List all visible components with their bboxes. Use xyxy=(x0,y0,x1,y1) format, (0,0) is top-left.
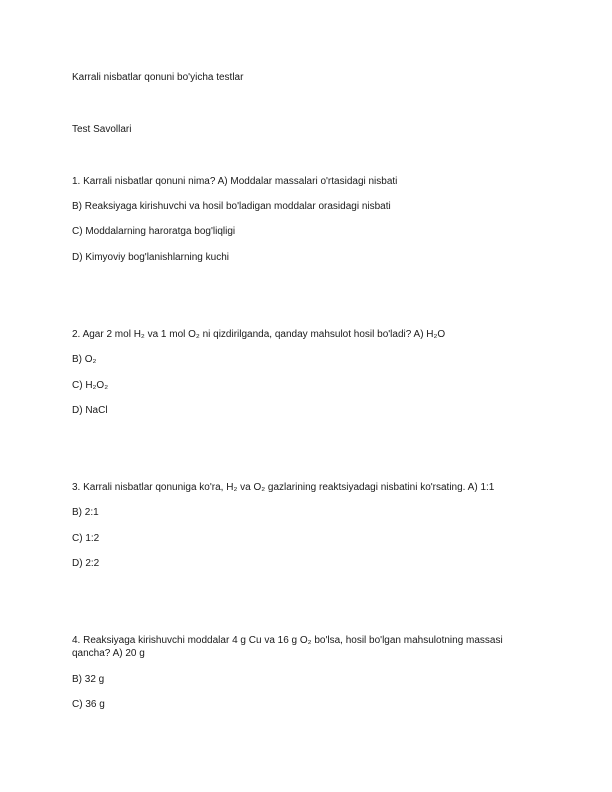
question-1-option-d: D) Kimyoviy bog'lanishlarning kuchi xyxy=(72,252,229,263)
question-1-option-c: C) Moddalarning haroratga bog'liqligi xyxy=(72,226,236,237)
question-3-text: 3. Karrali nisbatlar qonuniga ko'ra, H₂ va O₂ gazlarining reaktsiyadagi nisbatini ko'rsating. A) 1:1 xyxy=(72,482,495,493)
question-2-option-d: D) NaCl xyxy=(72,405,108,416)
question-4-option-b: B) 32 g xyxy=(72,674,105,685)
question-3-option-d: D) 2:2 xyxy=(72,558,100,569)
question-2-text: 2. Agar 2 mol H₂ va 1 mol O₂ ni qizdirilganda, qanday mahsulot hosil bo'ladi? A) H₂O xyxy=(72,329,446,340)
question-2-option-b: B) O₂ xyxy=(72,354,97,365)
question-1-text: 1. Karrali nisbatlar qonuni nima? A) Moddalar massalari o'rtasidagi nisbati xyxy=(72,176,398,187)
question-1-option-b: B) Reaksiyaga kirishuvchi va hosil bo'ladigan moddalar orasidagi nisbati xyxy=(72,201,391,212)
question-2-option-c: C) H₂O₂ xyxy=(72,380,109,391)
question-3-option-b: B) 2:1 xyxy=(72,507,99,518)
question-4-text: 4. Reaksiyaga kirishuvchi moddalar 4 g Cu va 16 g O₂ bo'lsa, hosil bo'lgan mahsulotning massasi qancha? A) 20 g xyxy=(72,635,503,659)
question-3-option-c: C) 1:2 xyxy=(72,533,100,544)
section-heading: Test Savollari xyxy=(72,124,132,135)
document-title: Karrali nisbatlar qonuni bo'yicha testlar xyxy=(72,72,244,83)
question-4-option-c: C) 36 g xyxy=(72,699,105,710)
